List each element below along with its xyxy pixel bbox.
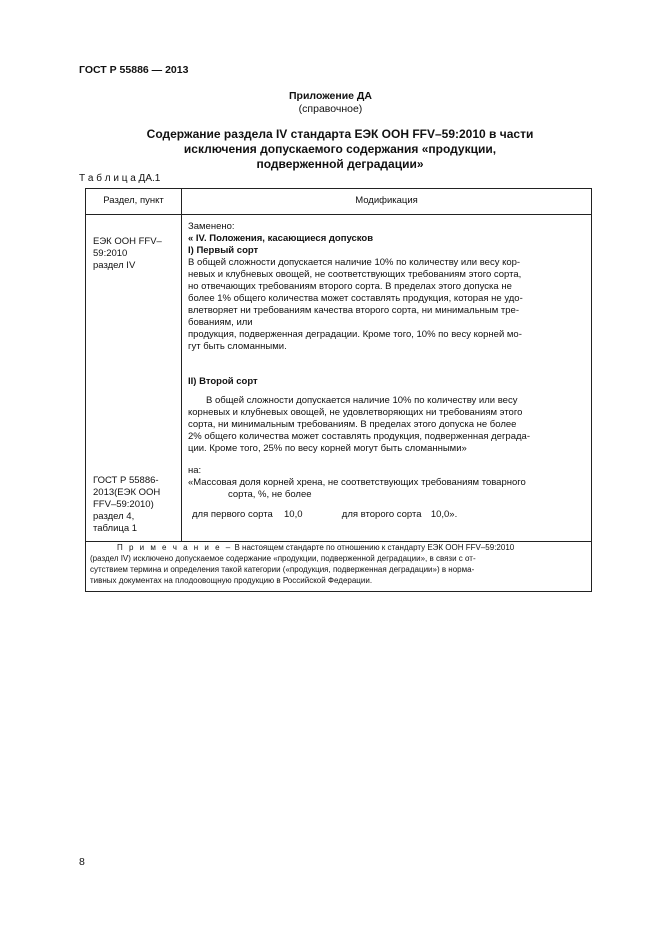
section-title: « IV. Положения, касающиеся допусков [188,233,374,244]
column-header-section: Раздел, пункт [103,195,164,206]
note-line: сутствием термина и определения такой категории («продукция, подверженная деградации») в норма- [90,565,475,574]
note-line: (раздел IV) исключено допускаемое содержание «продукции, подверженной деградации», в связи с от- [90,554,476,563]
appendix-title: Приложение ДА [289,90,372,102]
grade1-value: 10,0 [284,509,303,520]
header-divider [86,214,591,215]
text-line: бованиям, или [188,317,253,328]
appendix-subtitle: (справочное) [298,103,363,115]
text-line: более 1% общего количества может составлять продукция, которая не удо- [188,293,523,304]
reference-line: 59:2010 [93,248,128,259]
reference-line: ЕЭК ООН FFV– [93,236,162,247]
grade-values [188,509,586,521]
reference-line: ГОСТ Р 55886- [93,475,159,486]
text-line: сорта, %, не более [228,489,312,500]
grade1-label: для первого сорта [192,509,273,520]
row2-modification [188,465,586,521]
reference-line: 2013(ЕЭК ООН [93,487,161,498]
grade2-label: для второго сорта [341,509,422,520]
text-line: ции. Кроме того, 25% по весу корней могут быть сломанными» [188,443,467,454]
on-label: на: [188,465,202,476]
grade2-value: 10,0». [430,509,458,520]
note-line: тивных документах на плодоовощную продукцию в Российской Федерации. [90,576,373,585]
text-line: В общей сложности допускается наличие 10% по количеству или весу кор- [188,257,521,268]
text-line: В общей сложности допускается наличие 10% по количеству или весу [206,395,518,406]
replaced-label: Заменено: [188,221,235,232]
row2-reference [93,475,179,535]
text-line: влетворяет ни требованиям качества второго сорта, ни минимальным тре- [188,305,520,316]
grade2-title: II) Второй сорт [188,376,258,387]
modification-table [85,188,592,592]
reference-line: раздел IV [93,260,136,271]
reference-line: FFV–59:2010) [93,499,154,510]
page-number: 8 [79,856,85,868]
table-label: Т а б л и ц а ДА.1 [79,173,161,184]
text-line: «Массовая доля корней хрена, не соответствующих требованиям товарного [188,477,526,488]
row1-grade2 [188,376,586,388]
reference-line: таблица 1 [93,523,138,534]
table-note [90,542,586,586]
column-header-modification: Модификация [355,195,418,206]
text-line: но отвечающих требованиям второго сорта. В пределах этого допуска не [188,281,512,292]
text-line: гут быть сломанными. [188,341,287,352]
page-header-standard: ГОСТ Р 55886 — 2013 [79,64,189,76]
grade1-title: I) Первый сорт [188,245,259,256]
text-line: невых и клубневых овощей, не соответствующих требованиям этого сорта, [188,269,522,280]
document-title-line: исключения допускаемого содержания «продукции, [183,142,497,156]
note-line [90,542,586,553]
row1-reference [93,236,179,272]
document-title-line: Содержание раздела IV стандарта ЕЭК ООН FFV–59:2010 в части [146,127,534,141]
document-title-line: подверженной деградации» [256,157,424,171]
note-text: В настоящем стандарте по отношению к стандарту ЕЭК ООН FFV–59:2010 [234,543,515,552]
text-line: продукция, подверженная деградации. Кроме того, 10% по весу корней мо- [188,329,522,340]
text-line: 2% общего количества может составлять продукция, подверженная деграда- [188,431,530,442]
row1-grade2-text [188,395,586,455]
text-line: корневых и клубневых овощей, не удовлетворяющих ни требованиям этого [188,407,523,418]
text-line: сорта, ни минимальным требованиям. В пределах этого допуска не более [188,419,517,430]
appendix-heading [0,90,661,116]
column-divider [181,189,182,541]
document-title [110,127,570,172]
note-label: П р и м е ч а н и е – [117,543,233,552]
row1-modification [188,221,586,353]
reference-line: раздел 4, [93,511,135,522]
